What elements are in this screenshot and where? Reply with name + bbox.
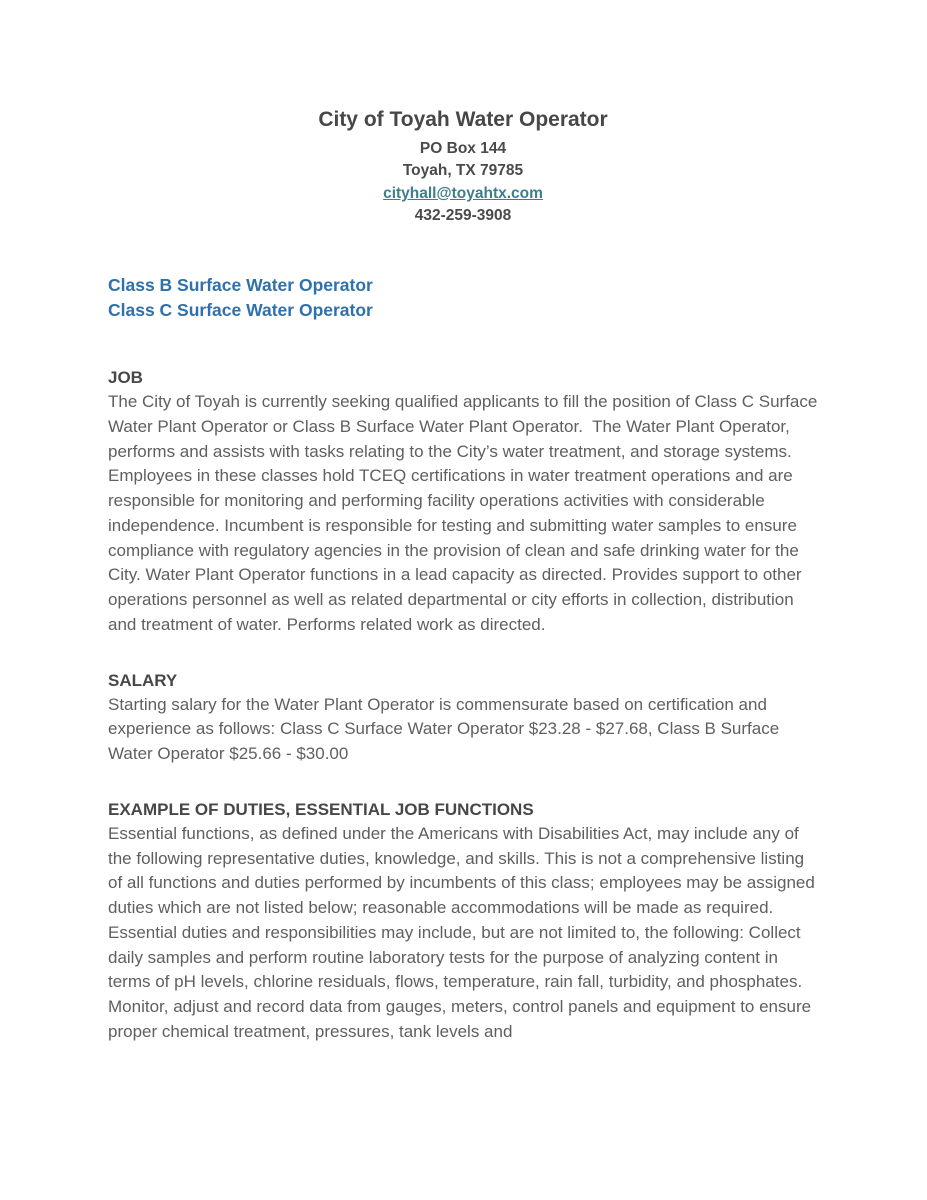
phone-number: 432-259-3908 <box>414 206 512 224</box>
document-title: City of Toyah Water Operator <box>318 108 608 131</box>
section-body-salary: Starting salary for the Water Plant Operator is commensurate based on certification and experience as follows: Class C Surface Water Operator $23.28 - $27.68, Class B Surface Water Operator $25.66 - $30.00 <box>108 694 784 764</box>
email-row <box>108 183 818 205</box>
section-body-duties: Essential functions, as defined under the Americans with Disabilities Act, may include any of the following representative duties, knowledge, and skills. This is not a comprehensive listing of all functions and duties performed by incumbents of this class; employees may be assigned duties which are not listed below; reasonable accommodations will be made as required. Essential duties and responsibilities may include, but are not limited to, the following: Collect daily samples and perform routine laboratory tests for the purpose of analyzing content in terms of pH levels, chlorine residuals, flows, temperature, rain fall, turbidity, and phosphates. Monitor, adjust and record data from gauges, meters, control panels and equipment to ensure proper chemical treatment, pressures, tank levels and <box>108 823 820 1041</box>
section-job <box>108 365 823 638</box>
document-header <box>108 106 818 227</box>
section-body-job: The City of Toyah is currently seeking qualified applicants to fill the position of Class C Surface Water Plant Operator or Class B Surface Water Plant Operator. The Water Plant Operator, performs and assists with tasks relating to the City’s water treatment, and storage systems. Employees in these classes hold TCEQ certifications in water treatment operations and are responsible for monitoring and performing facility operations activities with considerable independence. Incumbent is responsible for testing and submitting water samples to ensure compliance with regulatory agencies in the provision of clean and safe drinking water for the City. Water Plant Operator functions in a lead capacity as directed. Provides support to other operations personnel as well as related departmental or city efforts in collection, distribution and treatment of water. Performs related work as directed. <box>108 392 823 634</box>
section-salary <box>108 668 818 767</box>
address-line-1: PO Box 144 <box>419 140 507 157</box>
address-line-2: Toyah, TX 79785 <box>402 162 524 180</box>
email-link[interactable]: cityhall@toyahtx.com <box>383 184 543 202</box>
position-class-c: Class C Surface Water Operator <box>108 300 373 321</box>
section-duties <box>108 797 818 1045</box>
position-class-b: Class B Surface Water Operator <box>108 275 373 296</box>
section-heading-salary: SALARY <box>108 670 178 690</box>
position-titles <box>108 273 818 323</box>
section-heading-duties: EXAMPLE OF DUTIES, ESSENTIAL JOB FUNCTIONS <box>108 799 534 819</box>
section-heading-job: JOB <box>108 368 143 388</box>
